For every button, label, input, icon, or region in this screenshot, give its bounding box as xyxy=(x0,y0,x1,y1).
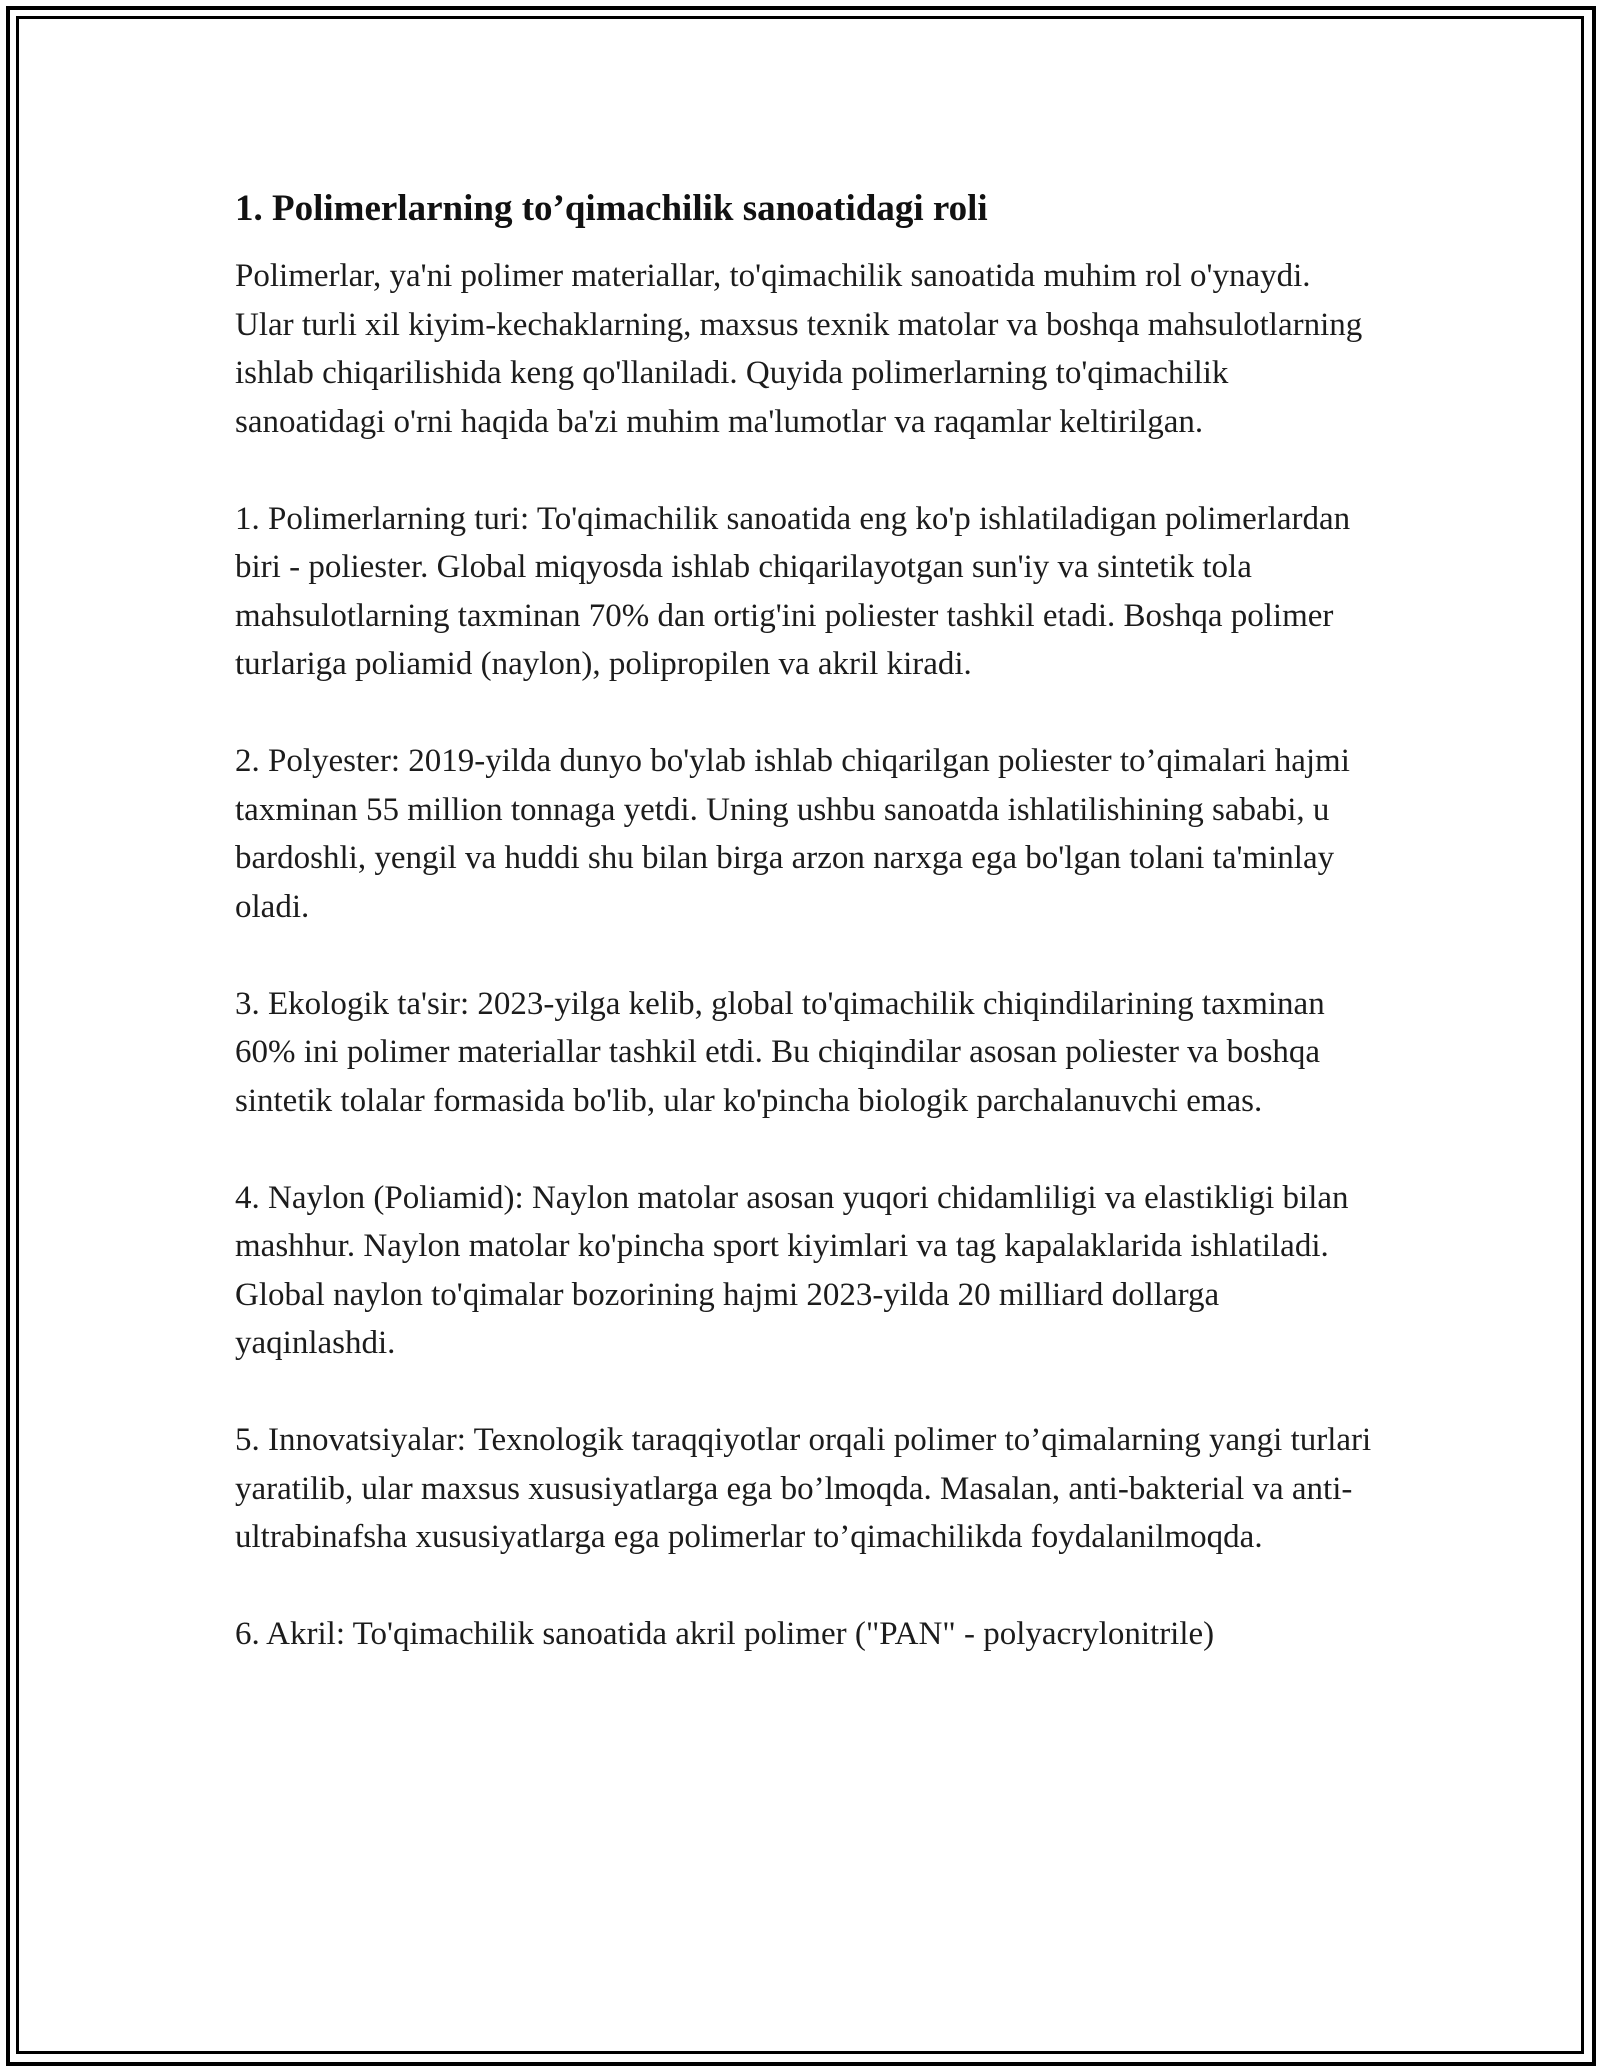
paragraph-acrylic: 6. Akril: To'qimachilik sanoatida akril polimer ("PAN" - polyacrylonitrile) xyxy=(235,1616,1215,1652)
paragraph-nylon: 4. Naylon (Poliamid): Naylon matolar asosan yuqori chidamliligi va elastikligi bilan mashhur. Naylon matolar ko'pincha sport kiyimlari va tag kapalaklarida ishlatiladi. Global naylon to'qimalar bozorining hajmi 2023-yilda 20 milliard dollarga yaqinlashdi. xyxy=(235,1179,1349,1361)
paragraph-polyester: 2. Polyester: 2019-yilda dunyo bo'ylab ishlab chiqarilgan poliester to’qimalari hajmi taxminan 55 million tonnaga yetdi. Uning ushbu sanoatda ishlatilishining sababi, u bardoshli, yengil va huddi shu bilan birga arzon narxga ega bo'lgan tolani ta'minlay oladi. xyxy=(235,743,1350,925)
section-heading: 1. Polimerlarning to’qimachilik sanoatidagi roli xyxy=(235,188,988,229)
document-body xyxy=(235,186,1375,1707)
paragraph-ecological-impact: 3. Ekologik ta'sir: 2023-yilga kelib, global to'qimachilik chiqindilarining taxminan 60% ini polimer materiallar tashkil etdi. Bu chiqindilar asosan poliester va boshqa sintetik tolalar formasida bo'lib, ular ko'pincha biologik parchalanuvchi emas. xyxy=(235,985,1325,1119)
intro-paragraph: Polimerlar, ya'ni polimer materiallar, to'qimachilik sanoatida muhim rol o'ynaydi. Ular turli xil kiyim-kechaklarning, maxsus texnik matolar va boshqa mahsulotlarning ishlab chiqarilishida keng qo'llaniladi. Quyida polimerlarning to'qimachilik sanoatidagi o'rni haqida ba'zi muhim ma'lumotlar va raqamlar keltirilgan. xyxy=(235,258,1363,440)
paragraph-polymer-types: 1. Polimerlarning turi: To'qimachilik sanoatida eng ko'p ishlatiladigan polimerlardan biri - poliester. Global miqyosda ishlab chiqarilayotgan sun'iy va sintetik tola mahsulotlarning taxminan 70% dan ortig'ini poliester tashkil etadi. Boshqa polimer turlariga poliamid (naylon), polipropilen va akril kiradi. xyxy=(235,500,1351,682)
paragraph-innovations: 5. Innovatsiyalar: Texnologik taraqqiyotlar orqali polimer to’qimalarning yangi turlari yaratilib, ular maxsus xususiyatlarga ega bo’lmoqda. Masalan, anti-bakterial va anti-ultrabinafsha xususiyatlarga ega polimerlar to’qimachilikda foydalanilmoqda. xyxy=(235,1422,1372,1555)
